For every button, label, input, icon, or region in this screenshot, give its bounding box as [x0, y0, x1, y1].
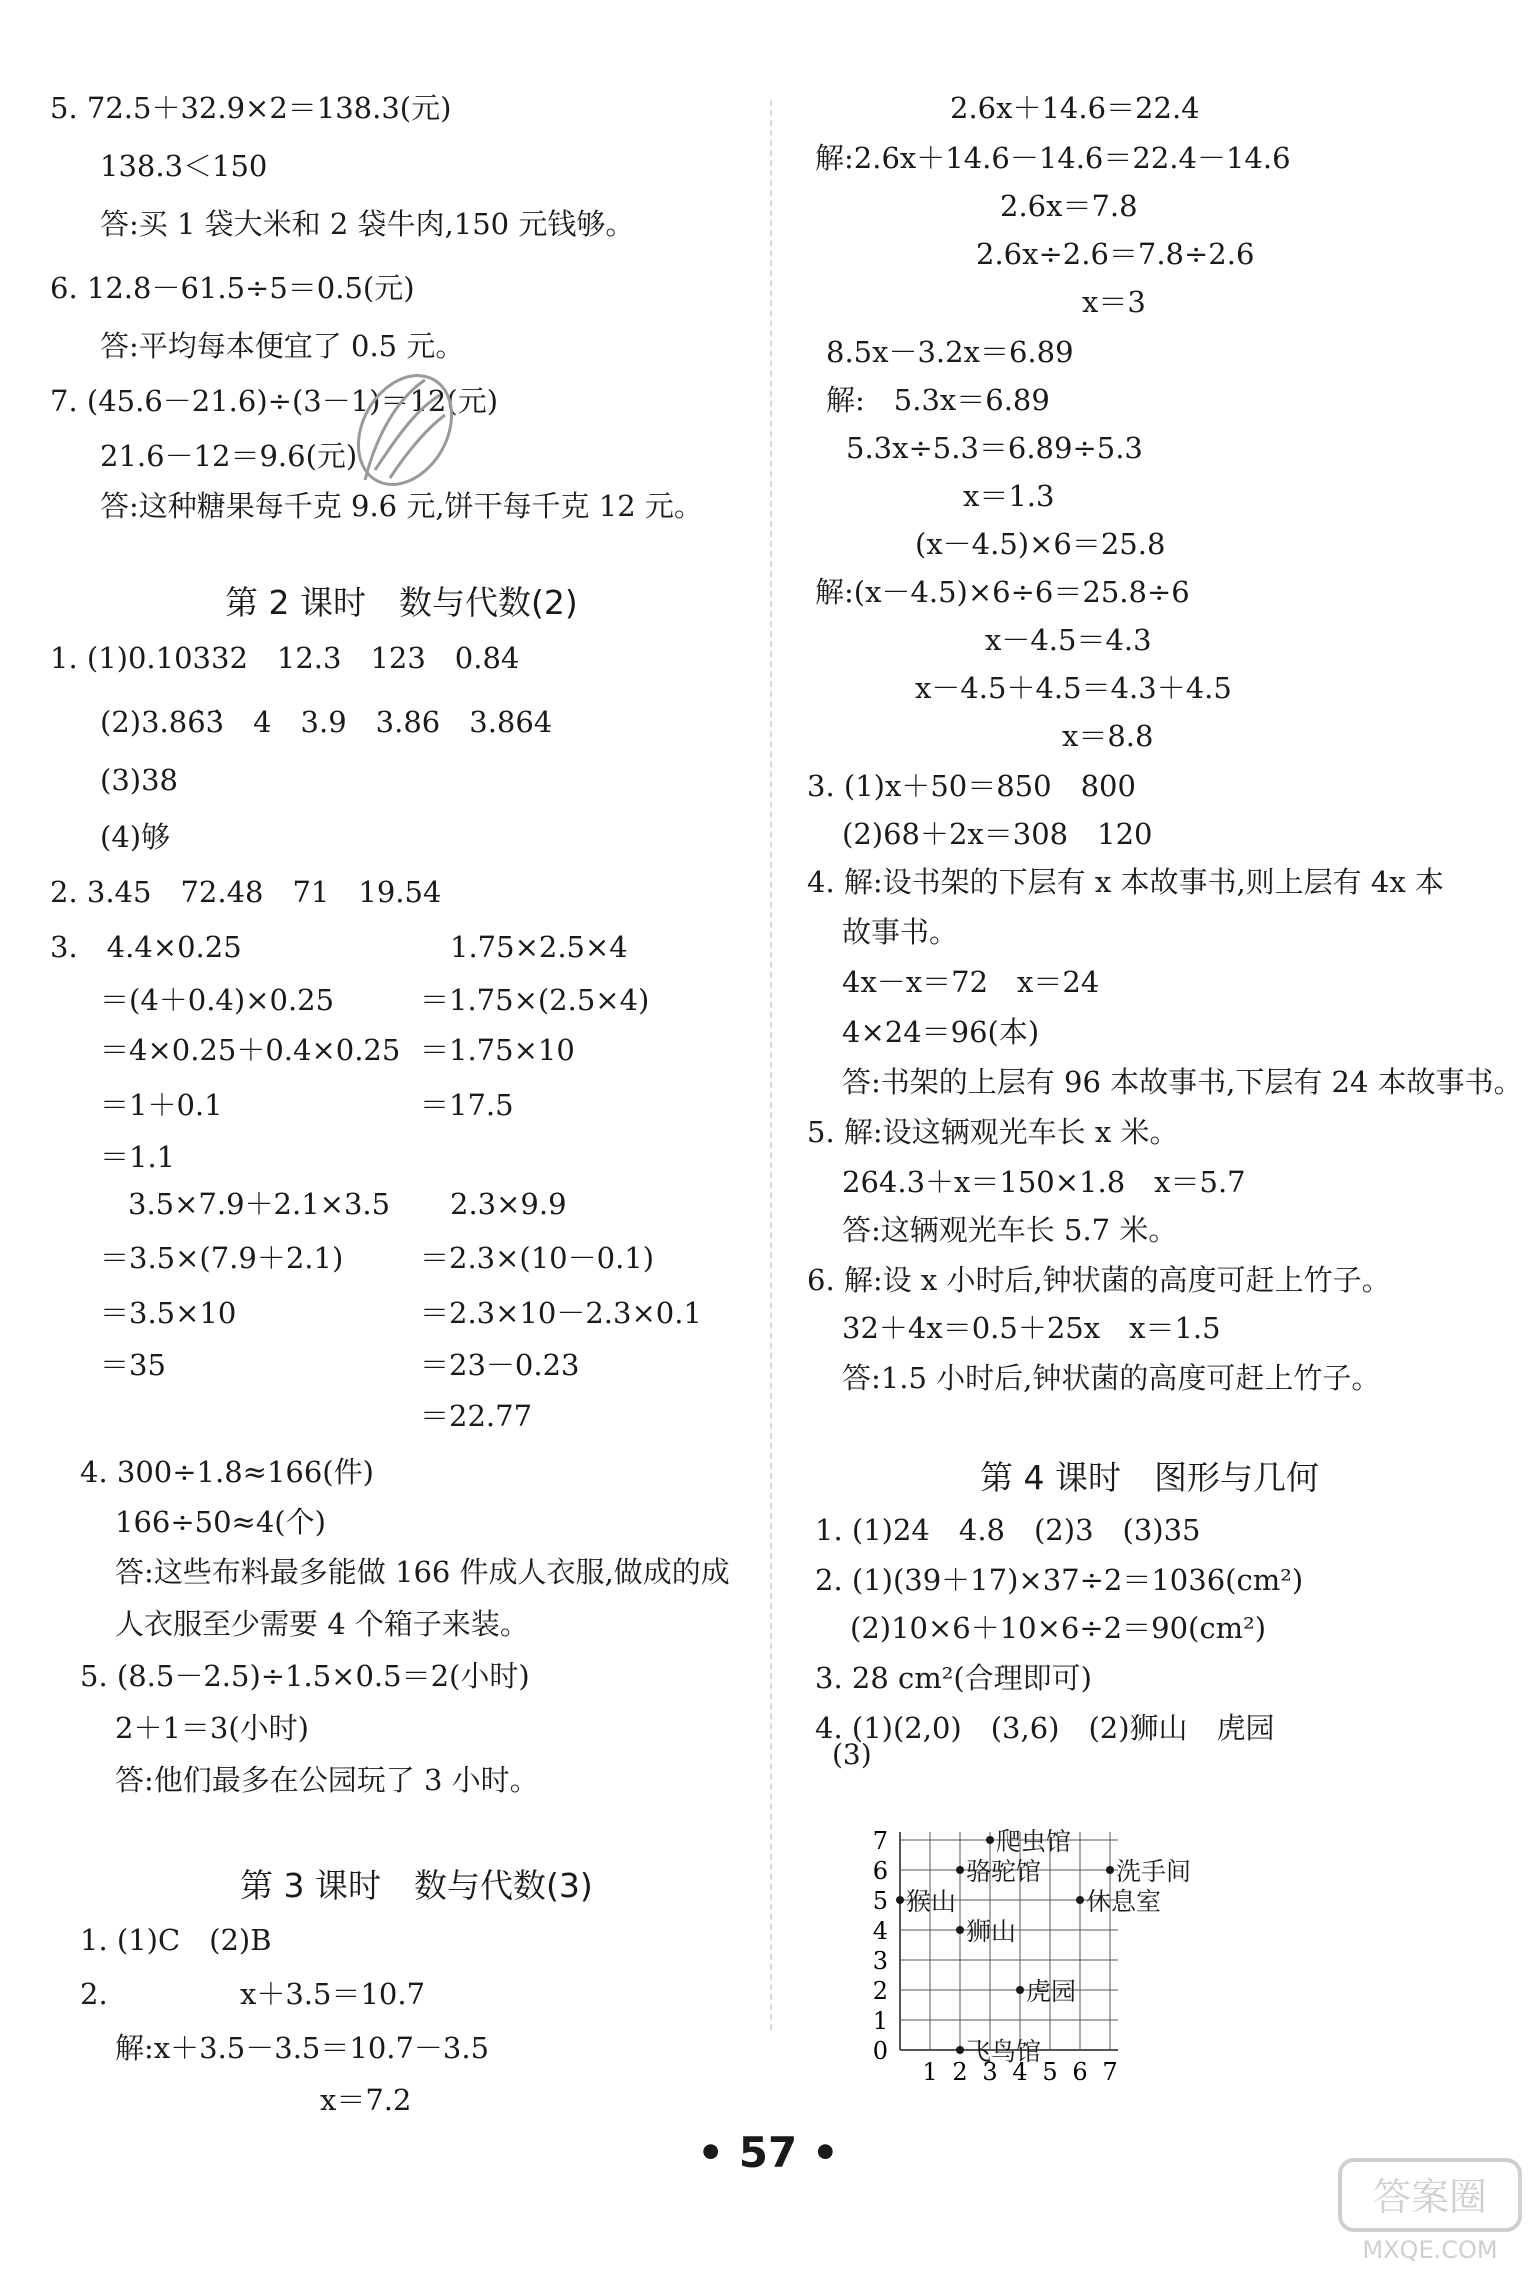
- answer-line: 答:这种糖果每千克 9.6 元,饼干每千克 12 元。: [100, 489, 703, 523]
- answer-line: 5.3x÷5.3＝6.89÷5.3: [846, 431, 1143, 465]
- answer-line: ＝2.3×10－2.3×0.1: [420, 1296, 702, 1330]
- answer-line: 5. 解:设这辆观光车长 x 米。: [807, 1115, 1179, 1149]
- answer-line: 解: 5.3x＝6.89: [826, 383, 1050, 417]
- answer-line: 2＋1＝3(小时): [115, 1711, 309, 1745]
- answer-line: (2)68＋2x＝308 120: [842, 817, 1153, 851]
- y-tick-label: 7: [872, 1827, 888, 1855]
- place-label: 爬虫馆: [996, 1827, 1072, 1856]
- place-point: [1016, 1986, 1024, 1994]
- answer-line: ＝1.75×10: [420, 1033, 575, 1067]
- answer-line: 1. (1)C (2)B: [80, 1923, 272, 1957]
- answer-line: ＝2.3×(10－0.1): [420, 1241, 655, 1275]
- answer-line: ＝22.77: [420, 1399, 533, 1433]
- answer-line: ＝17.5: [420, 1088, 514, 1122]
- y-tick-label: 1: [872, 2007, 888, 2035]
- answer-line: x＝3: [1082, 285, 1146, 319]
- answer-line: 2.6x＋14.6＝22.4: [950, 91, 1200, 125]
- answer-line: ＝35: [100, 1348, 166, 1382]
- answer-line: (x－4.5)×6＝25.8: [915, 527, 1166, 561]
- answer-line: 4. 解:设书架的下层有 x 本故事书,则上层有 4x 本: [807, 865, 1444, 899]
- place-point: [1076, 1896, 1084, 1904]
- answer-line: x＝8.8: [1062, 719, 1154, 753]
- page-number: [0, 2128, 1536, 2177]
- answer-line: 答:买 1 袋大米和 2 袋牛肉,150 元钱够。: [100, 207, 635, 241]
- place-point: [986, 1836, 994, 1844]
- y-tick-label: 2: [872, 1977, 888, 2005]
- answer-line: 21.6－12＝9.6(元): [100, 439, 358, 473]
- place-label: 猴山: [906, 1887, 957, 1916]
- answer-line: 答:这些布料最多能做 166 件成人衣服,做成的成: [115, 1555, 730, 1589]
- answer-line: x－4.5＋4.5＝4.3＋4.5: [915, 671, 1232, 705]
- x-tick-label: 6: [1072, 2058, 1088, 2086]
- answer-line: 2. (1)(39＋17)×37÷2＝1036(cm²): [815, 1563, 1304, 1597]
- answer-line: ＝3.5×10: [100, 1296, 237, 1330]
- column-divider: [770, 100, 772, 2030]
- place-point: [896, 1896, 904, 1904]
- coordinate-grid: [830, 1740, 1310, 2100]
- answer-line: x＝1.3: [963, 479, 1055, 513]
- place-point: [956, 1926, 964, 1934]
- answer-line: ＝3.5×(7.9＋2.1): [100, 1241, 344, 1275]
- place-point: [956, 2046, 964, 2054]
- answer-line: ＝23－0.23: [420, 1348, 580, 1382]
- answer-line: ＝(4＋0.4)×0.25: [100, 983, 335, 1017]
- section-heading: 第 4 课时 图形与几何: [980, 1458, 1319, 1497]
- answer-line: 1. (1)0.10332 12.3 123 0.84: [50, 641, 520, 675]
- page-number-text: 57: [738, 2128, 798, 2177]
- answer-line: 故事书。: [842, 915, 959, 949]
- answer-line: 6. 12.8－61.5÷5＝0.5(元): [50, 271, 415, 305]
- answer-line: 1.75×2.5×4: [450, 930, 628, 964]
- place-point: [956, 1866, 964, 1874]
- answer-line: 3. 28 cm²(合理即可): [815, 1661, 1093, 1695]
- answer-line: 答:这辆观光车长 5.7 米。: [842, 1213, 1178, 1247]
- answer-line: x－4.5＝4.3: [985, 623, 1152, 657]
- pen-scribble: [345, 360, 465, 500]
- answer-line: 166÷50≈4(个): [115, 1505, 326, 1539]
- bullet-right: •: [811, 2128, 839, 2177]
- answer-line: 7. (45.6－21.6)÷(3－1)＝12(元): [50, 384, 499, 418]
- answer-line: 2. 3.45 72.48 71 19.54: [50, 875, 442, 909]
- y-tick-label: 0: [872, 2037, 888, 2065]
- answer-line: (2)3.86̇3̇ 4 3.9 3.86 3.864: [100, 705, 553, 739]
- answer-line: 3. 4.4×0.25: [50, 930, 242, 964]
- answer-line: 解:2.6x＋14.6－14.6＝22.4－14.6: [815, 141, 1291, 175]
- answer-line: 答:1.5 小时后,钟状菌的高度可赶上竹子。: [842, 1361, 1381, 1395]
- x-tick-label: 7: [1102, 2058, 1118, 2086]
- y-tick-label: 4: [872, 1917, 888, 1945]
- answer-line: 答:平均每本便宜了 0.5 元。: [100, 329, 465, 363]
- x-tick-label: 2: [952, 2058, 968, 2086]
- answer-line: 人衣服至少需要 4 个箱子来装。: [115, 1607, 529, 1641]
- answer-line: x＝7.2: [320, 2083, 412, 2117]
- answer-line: 32＋4x＝0.5＋25x x＝1.5: [842, 1311, 1221, 1345]
- answer-line: 答:书架的上层有 96 本故事书,下层有 24 本故事书。: [842, 1065, 1523, 1099]
- x-tick-label: 1: [922, 2058, 938, 2086]
- answer-line: 1. (1)24 4.8 (2)3 (3)35: [815, 1513, 1201, 1547]
- answer-line: 8.5x－3.2x＝6.89: [826, 335, 1074, 369]
- place-label: 洗手间: [1116, 1857, 1192, 1886]
- x-tick-label: 3: [982, 2058, 998, 2086]
- place-point: [1106, 1866, 1114, 1874]
- answer-line: x＋3.5＝10.7: [240, 1977, 426, 2011]
- answer-line: 5. (8.5－2.5)÷1.5×0.5＝2(小时): [80, 1659, 530, 1693]
- svg-text:MXQE.COM: MXQE.COM: [1362, 2236, 1498, 2264]
- grid-label: (3): [832, 1740, 872, 1771]
- watermark-logo: [1330, 2150, 1530, 2270]
- answer-line: 答:他们最多在公园玩了 3 小时。: [115, 1763, 539, 1797]
- answer-line: (4)够: [100, 820, 171, 854]
- answer-line: 3.5×7.9＋2.1×3.5: [128, 1187, 391, 1221]
- answer-line: 4x－x＝72 x＝24: [842, 965, 1100, 999]
- place-label: 飞鸟馆: [966, 2037, 1042, 2066]
- place-label: 骆驼馆: [966, 1857, 1042, 1886]
- y-tick-label: 6: [872, 1857, 888, 1885]
- answer-line: 138.3＜150: [100, 149, 268, 183]
- place-label: 狮山: [966, 1917, 1017, 1946]
- answer-line: 解:x＋3.5－3.5＝10.7－3.5: [115, 2031, 490, 2065]
- section-heading: 第 2 课时 数与代数(2): [225, 583, 578, 622]
- answer-line: ＝1.75×(2.5×4): [420, 983, 650, 1017]
- x-tick-label: 5: [1042, 2058, 1058, 2086]
- answer-line: 2.6x÷2.6＝7.8÷2.6: [976, 237, 1255, 271]
- y-tick-label: 5: [872, 1887, 888, 1915]
- place-label: 休息室: [1086, 1887, 1162, 1916]
- svg-text:答案圈: 答案圈: [1372, 2175, 1488, 2219]
- answer-line: 解:(x－4.5)×6÷6＝25.8÷6: [815, 575, 1190, 609]
- answer-line: (3)38: [100, 763, 178, 797]
- answer-line: 4. 300÷1.8≈166(件): [80, 1455, 374, 1489]
- answer-line: 4. (1)(2,0) (3,6) (2)狮山 虎园: [815, 1711, 1275, 1745]
- answer-line: 2.: [80, 1977, 108, 2011]
- answer-line: 264.3＋x＝150×1.8 x＝5.7: [842, 1165, 1246, 1199]
- answer-line: 2.6x＝7.8: [1000, 189, 1138, 223]
- answer-line: (2)10×6＋10×6÷2＝90(cm²): [850, 1611, 1267, 1645]
- section-heading: 第 3 课时 数与代数(3): [240, 1866, 593, 1905]
- place-label: 虎园: [1026, 1977, 1077, 2006]
- answer-line: ＝1.1: [100, 1140, 176, 1174]
- answer-line: ＝4×0.25＋0.4×0.25: [100, 1033, 401, 1067]
- y-tick-label: 3: [872, 1947, 888, 1975]
- answer-line: 3. (1)x＋50＝850 800: [807, 769, 1136, 803]
- answer-line: 4×24＝96(本): [842, 1015, 1040, 1049]
- answer-line: 5. 72.5＋32.9×2＝138.3(元): [50, 91, 452, 125]
- bullet-left: •: [697, 2128, 725, 2177]
- answer-line: 2.3×9.9: [450, 1187, 567, 1221]
- answer-line: ＝1＋0.1: [100, 1088, 223, 1122]
- x-tick-label: 4: [1012, 2058, 1028, 2086]
- answer-line: 6. 解:设 x 小时后,钟状菌的高度可赶上竹子。: [807, 1263, 1391, 1297]
